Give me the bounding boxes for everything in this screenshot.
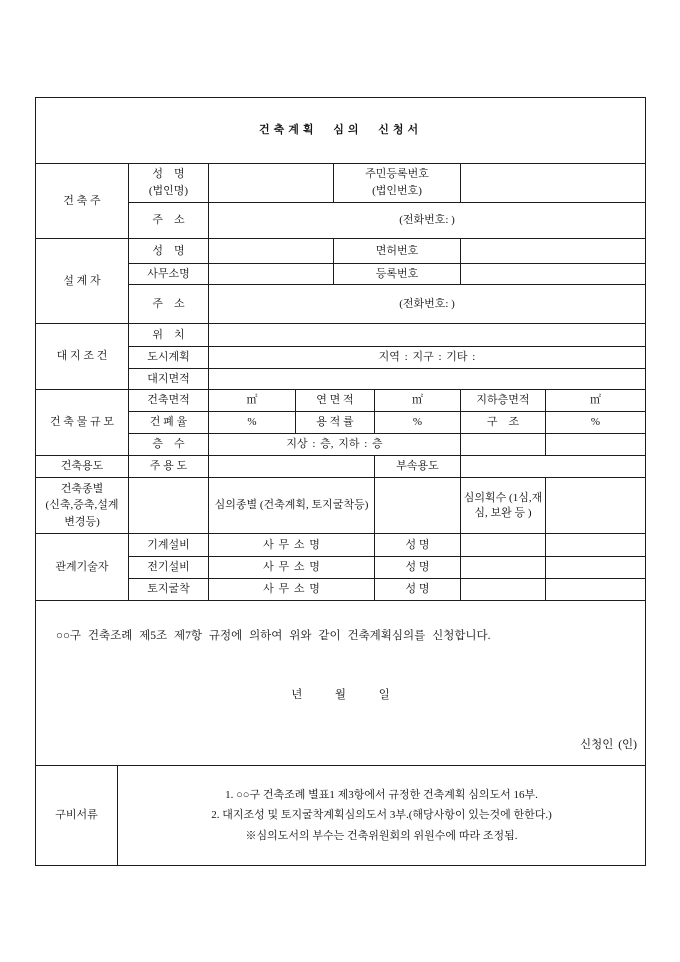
floors-extra-field-2 bbox=[546, 434, 646, 456]
form-title: 건축계획 심의 신청서 bbox=[36, 98, 646, 164]
designer-office-label: 사무소명 bbox=[129, 264, 209, 285]
site-area-label: 대지면적 bbox=[129, 369, 209, 390]
total-floor-area-field: ㎡ bbox=[375, 390, 461, 412]
owner-id-field bbox=[461, 164, 646, 203]
main-use-field bbox=[209, 456, 375, 478]
building-area-field: ㎡ bbox=[209, 390, 296, 412]
floors-extra-field-1 bbox=[461, 434, 546, 456]
site-area-field bbox=[209, 369, 646, 390]
site-city-plan-field: 지역 : 지구 : 기타 : bbox=[209, 347, 646, 369]
engineer-name-label: 성 명 bbox=[375, 534, 461, 557]
engineer-name-label: 성 명 bbox=[375, 557, 461, 579]
owner-phone-placeholder: (전화번호: ) bbox=[399, 214, 455, 227]
designer-name-field bbox=[209, 239, 334, 264]
floor-area-ratio-label: 용 적 률 bbox=[296, 412, 375, 434]
engineer-row-field-label: 기계설비 bbox=[129, 534, 209, 557]
engineer-name-field bbox=[461, 579, 546, 601]
engineer-extra-field bbox=[546, 579, 646, 601]
owner-name-field bbox=[209, 164, 334, 203]
engineer-row-field-label: 전기설비 bbox=[129, 557, 209, 579]
owner-address-field bbox=[209, 203, 646, 239]
review-count-label: 심의획수 (1심,재심, 보완 등 ) bbox=[461, 478, 546, 534]
owner-address-label: 주 소 bbox=[129, 203, 209, 239]
engineer-office-label: 사 무 소 명 bbox=[209, 557, 375, 579]
coverage-ratio-label: 건 폐 율 bbox=[129, 412, 209, 434]
building-area-label: 건축면적 bbox=[129, 390, 209, 412]
site-section-label: 대 지 조 건 bbox=[36, 324, 129, 390]
designer-name-label: 성 명 bbox=[129, 239, 209, 264]
floors-field: 지상 : 층, 지하 : 층 bbox=[209, 434, 461, 456]
scale-section-label: 건 축 물 규 모 bbox=[36, 390, 129, 456]
floor-area-ratio-field: % bbox=[375, 412, 461, 434]
engineer-office-label: 사 무 소 명 bbox=[209, 534, 375, 557]
designer-section-label: 설 계 자 bbox=[36, 239, 129, 324]
structure-label: 구 조 bbox=[461, 412, 546, 434]
engineer-row-field-label: 토지굴착 bbox=[129, 579, 209, 601]
docs-section-label: 구비서류 bbox=[36, 766, 118, 866]
owner-id-label: 주민등록번호 (법인번호) bbox=[334, 164, 461, 203]
docs-item: 1. ○○구 건축조례 별표1 제3항에서 규정한 건축계획 심의도서 16부. bbox=[225, 788, 538, 801]
docs-item: 2. 대지조성 및 토지굴착계획심의도서 3부.(해당사항이 있는것에 한한다.) bbox=[211, 809, 552, 822]
sub-use-field bbox=[461, 456, 646, 478]
review-type-field bbox=[375, 478, 461, 534]
engineer-name-field bbox=[461, 557, 546, 579]
main-use-label: 주 용 도 bbox=[129, 456, 209, 478]
site-location-field bbox=[209, 324, 646, 347]
application-form bbox=[35, 97, 647, 866]
type-section-label: 건축종별 (신축,증축,설계 변경등) bbox=[36, 478, 129, 534]
type-field bbox=[129, 478, 209, 534]
designer-license-field bbox=[461, 239, 646, 264]
total-floor-area-label: 연 면 적 bbox=[296, 390, 375, 412]
coverage-ratio-field: % bbox=[209, 412, 296, 434]
designer-registration-label: 등록번호 bbox=[334, 264, 461, 285]
engineer-name-field bbox=[461, 534, 546, 557]
use-section-label: 건축용도 bbox=[36, 456, 129, 478]
docs-item: ※심의도서의 부수는 건축위원회의 위원수에 따라 조정됨. bbox=[245, 829, 518, 842]
structure-field: % bbox=[546, 412, 646, 434]
designer-address-field bbox=[209, 285, 646, 324]
applicant-seal-line: 신청인 (인) bbox=[580, 738, 637, 751]
application-form-table bbox=[35, 97, 646, 601]
designer-license-label: 면허번호 bbox=[334, 239, 461, 264]
designer-office-field bbox=[209, 264, 334, 285]
engineer-extra-field bbox=[546, 557, 646, 579]
review-count-field bbox=[546, 478, 646, 534]
review-type-label: 심의종별 (건축계획, 토지굴착등) bbox=[209, 478, 375, 534]
application-statement: ○○구 건축조례 제5조 제7항 규정에 의하여 위와 같이 건축계획심의를 신청합니다. bbox=[56, 629, 491, 642]
basement-area-label: 지하층면적 bbox=[461, 390, 546, 412]
designer-address-label: 주 소 bbox=[129, 285, 209, 324]
owner-section-label: 건 축 주 bbox=[36, 164, 129, 239]
engineer-extra-field bbox=[546, 534, 646, 557]
date-line: 년 월 일 bbox=[291, 689, 390, 702]
statement-section bbox=[36, 601, 646, 766]
engineers-section-label: 관계기술자 bbox=[36, 534, 129, 601]
engineer-name-label: 성 명 bbox=[375, 579, 461, 601]
owner-name-label: 성 명 (법인명) bbox=[129, 164, 209, 203]
sub-use-label: 부속용도 bbox=[375, 456, 461, 478]
designer-phone-placeholder: (전화번호: ) bbox=[399, 297, 455, 310]
floors-label: 층 수 bbox=[129, 434, 209, 456]
site-location-label: 위 치 bbox=[129, 324, 209, 347]
basement-area-field: ㎡ bbox=[546, 390, 646, 412]
site-city-plan-label: 도시계획 bbox=[129, 347, 209, 369]
engineer-office-label: 사 무 소 명 bbox=[209, 579, 375, 601]
designer-registration-field bbox=[461, 264, 646, 285]
docs-list bbox=[118, 766, 646, 866]
form-footer-table bbox=[35, 600, 646, 866]
